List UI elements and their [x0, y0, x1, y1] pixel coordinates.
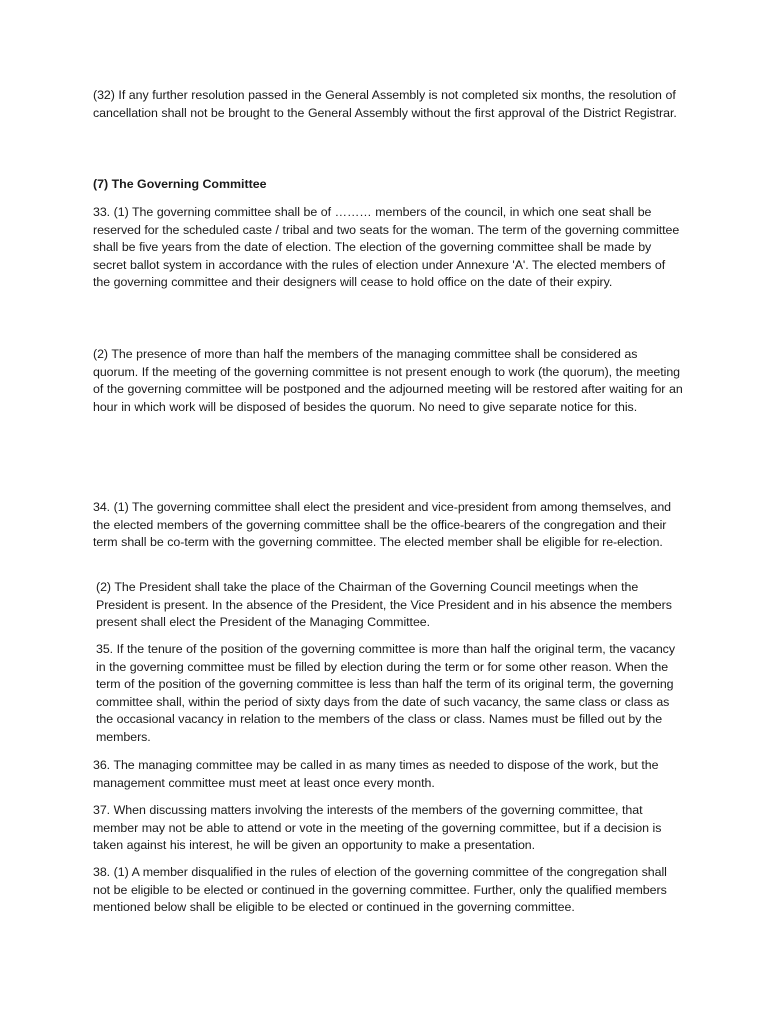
paragraph-36: 36. The managing committee may be called in as many times as needed to dispose of the work, but the management committee must meet at least once every month.: [93, 758, 659, 790]
paragraph-35: 35. If the tenure of the position of the governing committee is more than half the original term, the vacancy in the governing committee must be filled by election during the term or for some other reason. When the term of the position of the governing committee is less than half the term of its original term, the governing committee shall, within the period of sixty days from the date of such vacancy, the same class or class as the occasional vacancy in relation to the members of the class or class. Names must be filled out by the members.: [96, 642, 675, 744]
paragraph-38-1: 38. (1) A member disqualified in the rules of election of the governing committee of the congregation shall not be eligible to be elected or continued in the governing committee. Further, only the qualified members mentioned below shall be eligible to be elected or continued in the governing committee.: [93, 865, 667, 915]
paragraph-32: (32) If any further resolution passed in the General Assembly is not completed six months, the resolution of cancellation shall not be brought to the General Assembly without the first approval of the District Registrar.: [93, 88, 677, 120]
paragraph-33-2: (2) The presence of more than half the members of the managing committee shall be considered as quorum. If the meeting of the governing committee is not present enough to work (the quorum), the meeting of the governing committee will be postponed and the adjourned meeting will be restored after waiting for an hour in which work will be disposed of besides the quorum. No need to give separate notice for this.: [93, 347, 683, 414]
paragraph-33-1: 33. (1) The governing committee shall be of ……… members of the council, in which one seat shall be reserved for the scheduled caste / tribal and two seats for the woman. The term of the governing committee shall be five years from the date of election. The election of the governing committee shall be made by secret ballot system in accordance with the rules of election under Annexure 'A'. The elected members of the governing committee and their designers will cease to hold office on the date of their expiry.: [93, 205, 680, 290]
paragraph-37: 37. When discussing matters involving the interests of the members of the governing committee, that member may not be able to attend or vote in the meeting of the governing committee, but if a decision is taken against his interest, he will be given an opportunity to make a presentation.: [93, 803, 662, 853]
paragraph-34-1: 34. (1) The governing committee shall elect the president and vice-president from among themselves, and the elected members of the governing committee shall be the office-bearers of the congregation and their term shall be co-term with the governing committee. The elected member shall be eligible for re-election.: [93, 500, 672, 550]
section-heading-governing-committee: (7) The Governing Committee: [93, 177, 267, 191]
paragraph-34-2: (2) The President shall take the place of the Chairman of the Governing Council meetings when the President is present. In the absence of the President, the Vice President and in his absence the members present shall elect the President of the Managing Committee.: [96, 580, 672, 630]
